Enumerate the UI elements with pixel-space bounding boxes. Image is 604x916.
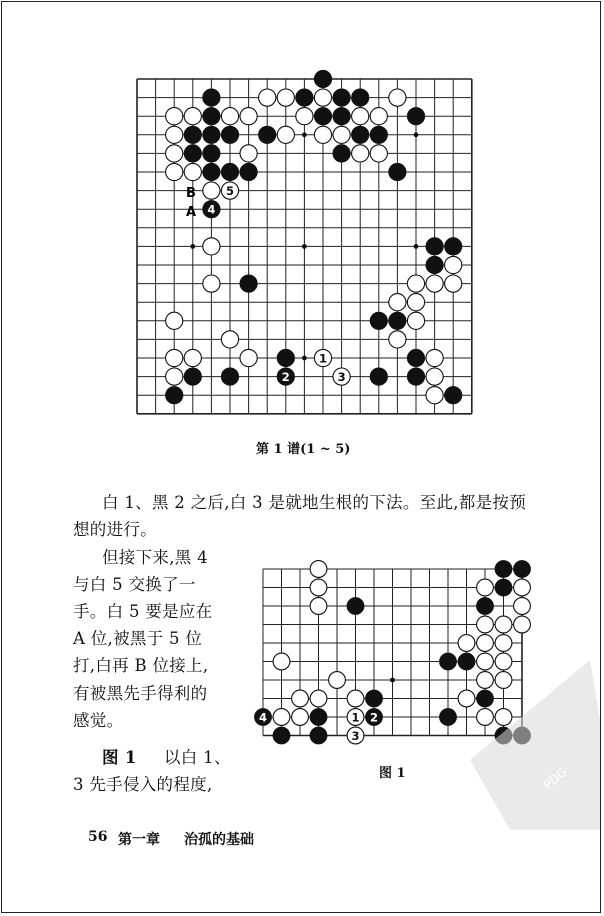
- paragraph-2-line-1: 但接下来,黑 4: [102, 548, 208, 567]
- move-number: 1: [351, 710, 360, 725]
- move-number: 3: [351, 729, 360, 743]
- label-b: B: [186, 186, 196, 201]
- paragraph-3-line-2: 3 先手侵入的程度,: [73, 775, 213, 794]
- chapter-label: 第一章: [118, 832, 160, 848]
- paragraph-1-line-1: 白 1、黑 2 之后,白 3 是就地生根的下法。至此,都是按预: [102, 493, 527, 512]
- move-number: 3: [337, 370, 346, 385]
- paragraph-2-line-2: 与白 5 交换了一: [73, 575, 196, 594]
- paragraph-3-line-1: 以白 1、: [164, 748, 231, 767]
- figure-caption-fig1: 图 1: [379, 766, 406, 781]
- paragraph-2-line-7: 感觉。: [73, 711, 124, 730]
- move-number: 4: [258, 710, 268, 725]
- move-number: 1: [318, 351, 328, 366]
- figure-caption-main: 第 1 谱(1 ~ 5): [256, 442, 351, 457]
- chapter-title: 治孤的基础: [184, 832, 254, 848]
- paragraph-2-line-6: 有被黑先手得利的: [73, 684, 208, 703]
- paragraph-2-line-4: A 位,被黑于 5 位: [73, 629, 203, 648]
- paragraph-2-line-3: 手。白 5 要是应在: [73, 602, 213, 621]
- move-number: 5: [225, 184, 235, 199]
- paragraph-1-line-2: 想的进行。: [73, 520, 157, 539]
- move-number: 2: [369, 710, 379, 725]
- paragraph-2-line-5: 打,白再 B 位接上,: [73, 656, 209, 675]
- page-number: 56: [88, 829, 108, 845]
- move-number: 2: [281, 370, 290, 385]
- figure-reference-heading: 图 1: [102, 748, 137, 767]
- move-number: 4: [207, 202, 216, 217]
- label-a: A: [186, 205, 197, 220]
- watermark-text: PDG: [540, 765, 570, 793]
